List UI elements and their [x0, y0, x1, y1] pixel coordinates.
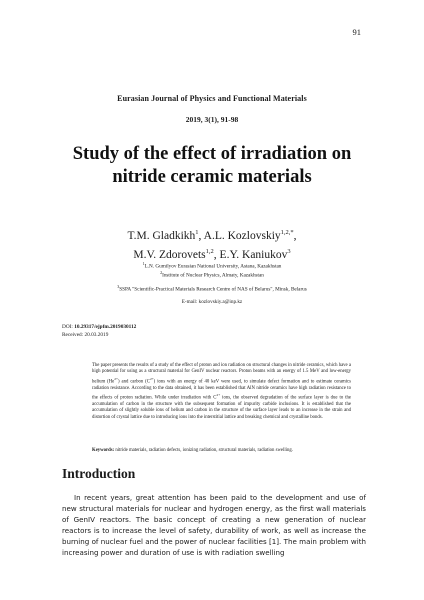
affiliation-mark: 3 [117, 284, 120, 289]
affiliation-mark: 1 [142, 261, 145, 266]
charge-superscript: 2+ [216, 392, 221, 397]
author-affil-mark: 1 [195, 229, 199, 236]
doi-value: 10.29317/ejpfm.2019030112 [74, 324, 137, 330]
affiliation-1 [0, 261, 424, 270]
author-separator: , [293, 229, 297, 242]
affiliation-3 [0, 284, 424, 293]
affiliation-mark: 2 [160, 270, 163, 275]
abstract-text: The paper presents the results of a study of the effect of proton and ion radiation on structural changes in nitride ceramics, which have a high potential for using as a structural material for GenIV nuclear reactors. Proton beams with an energy of 1.5 MeV and low-energy helium (He [92, 363, 351, 385]
affiliation-text: SSPA "Scientific-Practical Materials Research Centre of NAS of Belarus", Minsk, Belarus [119, 286, 307, 293]
contact-email: E-mail: kozlovskiy.a@inp.kz [181, 299, 243, 305]
keywords [92, 448, 351, 453]
author-name: M.V. Zdorovets [133, 248, 206, 261]
title-line-2: nitride ceramic materials [112, 167, 312, 187]
paper-title [40, 143, 384, 189]
doi-line [62, 324, 136, 332]
journal-name: Eurasian Journal of Physics and Functional Materials [117, 94, 307, 103]
volume-info: 2019, 3(1), 91-98 [185, 115, 239, 124]
title-line-1: Study of the effect of irradiation on [72, 144, 352, 164]
intro-paragraph: In recent years, great attention has been paid to the development and use of new structural materials for nuclear and hydrogen energy, as the first wall materials of GenIV reactors. The basic concept of creating a new generation of nuclear reactors is to increase the level of safety, durability of work, as well as increase the burning of nuclear fuel and the power of nuclear facilities [1]. The main problem with increasing power and duration of use is with radiation swelling [62, 493, 366, 557]
author-name: , A.L. Kozlovskiy [198, 229, 281, 242]
author-name: , E.Y. Kaniukov [213, 248, 288, 261]
abstract-text: ) ions with an energy of 40 keV were used, to simulate defect formation and to estimate ceramics radiation resistance. According to the data obtained, it has been established that AlN nitride ceramics have high radiation resistance to the effects of proton radiation. While under irradiation with C [92, 379, 351, 401]
charge-superscript: 2+ [149, 376, 154, 381]
affiliation-2 [0, 270, 424, 279]
affiliation-text: Institute of Nuclear Physics, Almaty, Kazakhstan [162, 272, 264, 279]
author-list [40, 225, 384, 263]
author-name: T.M. Gladkikh [127, 229, 196, 242]
abstract [92, 363, 351, 421]
author-affil-mark: 1,2 [205, 247, 214, 255]
section-heading: Introduction [62, 466, 136, 481]
author-affil-mark: 1,2,* [280, 229, 294, 236]
abstract-text: ) and carbon (C [118, 379, 150, 385]
page-number: 91 [352, 27, 361, 37]
received-date: Received: 20.03.2019 [62, 332, 109, 338]
author-line-2 [40, 244, 384, 263]
doi-label: DOI: [62, 324, 73, 330]
author-affil-mark: 3 [287, 247, 291, 255]
charge-superscript: 2+ [114, 376, 118, 381]
keywords-text: nitride materials, radiation defects, ionizing radiation, structural materials, radiation swelling. [115, 448, 293, 453]
keywords-label: Keywords: [92, 448, 115, 453]
abstract-text: ions, the observed degradation of the surface layer is due to the accumulation of carbon in the structure with the subsequent formation of impurity carbide inclusions. It is established that the accumulation of slightly soluble ions of helium and carbon in the structure of the surface layer leads to an increase in the strain and distortion of crystal lattice due to introducing ions into the interstitial lattice and breaking chemical and crystalline bonds. [92, 395, 351, 420]
author-line-1 [40, 225, 384, 244]
affiliation-text: L.N. Gumilyov Eurasian National University, Astana, Kazakhstan [144, 263, 282, 270]
